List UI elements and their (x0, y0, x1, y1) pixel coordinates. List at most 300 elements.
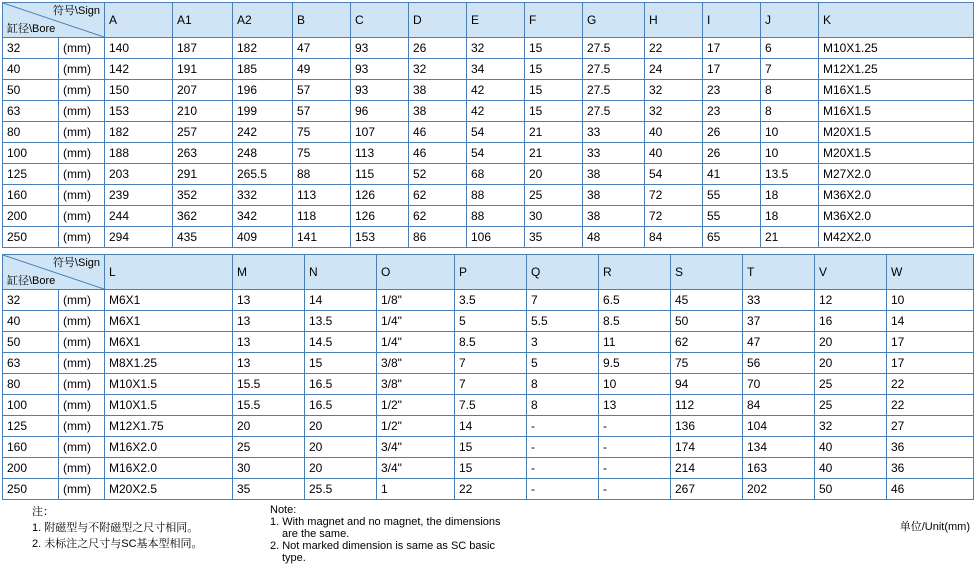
bore-value: 32 (3, 38, 59, 59)
bore-value: 100 (3, 395, 59, 416)
cell-P: 15 (455, 437, 527, 458)
unit-note: 单位/Unit(mm) (899, 521, 970, 533)
cell-T: 47 (743, 332, 815, 353)
cell-H: 24 (645, 59, 703, 80)
cell-L: M16X2.0 (105, 437, 233, 458)
cell-S: 75 (671, 353, 743, 374)
cell-R: 6.5 (599, 290, 671, 311)
cell-I: 55 (703, 206, 761, 227)
cell-K: M36X2.0 (819, 185, 974, 206)
cell-R: 8.5 (599, 311, 671, 332)
cell-G: 33 (583, 122, 645, 143)
cell-S: 136 (671, 416, 743, 437)
cell-I: 41 (703, 164, 761, 185)
cell-H: 40 (645, 143, 703, 164)
col-header-V: V (815, 255, 887, 290)
cell-C: 93 (351, 59, 409, 80)
cell-T: 70 (743, 374, 815, 395)
cell-D: 46 (409, 143, 467, 164)
col-header-J: J (761, 3, 819, 38)
cell-P: 22 (455, 479, 527, 500)
cell-R: - (599, 416, 671, 437)
cell-J: 8 (761, 101, 819, 122)
cell-Q: 8 (527, 374, 599, 395)
bore-value: 160 (3, 185, 59, 206)
unit-value: (mm) (59, 374, 105, 395)
cell-W: 27 (887, 416, 974, 437)
cell-A: 239 (105, 185, 173, 206)
cell-D: 26 (409, 38, 467, 59)
unit-value: (mm) (59, 143, 105, 164)
cell-M: 15.5 (233, 374, 305, 395)
cell-A2: 342 (233, 206, 293, 227)
cell-V: 25 (815, 395, 887, 416)
bore-label: 缸径\Bore (7, 275, 56, 287)
cell-F: 35 (525, 227, 583, 248)
cell-A2: 199 (233, 101, 293, 122)
cell-O: 3/8" (377, 353, 455, 374)
notes-english-line-2: 2. Not marked dimension is same as SC basic type. (270, 540, 495, 564)
cell-V: 16 (815, 311, 887, 332)
cell-K: M16X1.5 (819, 101, 974, 122)
col-header-K: K (819, 3, 974, 38)
cell-L: M16X2.0 (105, 458, 233, 479)
cell-I: 23 (703, 80, 761, 101)
cell-L: M12X1.75 (105, 416, 233, 437)
bore-value: 200 (3, 206, 59, 227)
bore-value: 80 (3, 374, 59, 395)
cell-W: 22 (887, 374, 974, 395)
cell-A2: 196 (233, 80, 293, 101)
bore-value: 125 (3, 164, 59, 185)
cell-E: 32 (467, 38, 525, 59)
sign-label: 符号\Sign (52, 5, 100, 17)
unit-value: (mm) (59, 38, 105, 59)
cell-M: 13 (233, 311, 305, 332)
cell-G: 27.5 (583, 101, 645, 122)
table-row (3, 437, 974, 458)
bore-value: 100 (3, 143, 59, 164)
cell-N: 13.5 (305, 311, 377, 332)
cell-E: 88 (467, 185, 525, 206)
cell-M: 25 (233, 437, 305, 458)
cell-J: 21 (761, 227, 819, 248)
table-row (3, 227, 974, 248)
cell-A1: 263 (173, 143, 233, 164)
cell-W: 22 (887, 395, 974, 416)
cell-A: 203 (105, 164, 173, 185)
col-header-F: F (525, 3, 583, 38)
cell-S: 50 (671, 311, 743, 332)
cell-T: 84 (743, 395, 815, 416)
cell-N: 14.5 (305, 332, 377, 353)
table-row (3, 332, 974, 353)
cell-M: 35 (233, 479, 305, 500)
cell-Q: 8 (527, 395, 599, 416)
sign-label: 符号\Sign (52, 257, 100, 269)
unit-value: (mm) (59, 311, 105, 332)
cell-W: 36 (887, 437, 974, 458)
cell-B: 113 (293, 185, 351, 206)
table-row (3, 290, 974, 311)
cell-O: 1/4" (377, 332, 455, 353)
footer-notes (2, 504, 974, 564)
cell-C: 115 (351, 164, 409, 185)
cell-J: 8 (761, 80, 819, 101)
cell-H: 54 (645, 164, 703, 185)
cell-A: 294 (105, 227, 173, 248)
cell-A1: 257 (173, 122, 233, 143)
cell-Q: - (527, 479, 599, 500)
cell-D: 86 (409, 227, 467, 248)
cell-C: 107 (351, 122, 409, 143)
cell-F: 30 (525, 206, 583, 227)
cell-O: 1/8" (377, 290, 455, 311)
cell-B: 57 (293, 80, 351, 101)
cell-V: 20 (815, 332, 887, 353)
cell-E: 54 (467, 143, 525, 164)
cell-O: 3/4" (377, 458, 455, 479)
table-row (3, 164, 974, 185)
unit-value: (mm) (59, 164, 105, 185)
unit-value: (mm) (59, 59, 105, 80)
cell-O: 1/2" (377, 395, 455, 416)
cell-Q: - (527, 458, 599, 479)
table-row (3, 479, 974, 500)
cell-C: 96 (351, 101, 409, 122)
cell-R: - (599, 479, 671, 500)
cell-A: 142 (105, 59, 173, 80)
cell-B: 88 (293, 164, 351, 185)
cell-N: 16.5 (305, 395, 377, 416)
cell-K: M10X1.25 (819, 38, 974, 59)
cell-K: M16X1.5 (819, 80, 974, 101)
dimension-table-1 (2, 2, 974, 248)
cell-G: 27.5 (583, 38, 645, 59)
cell-R: 9.5 (599, 353, 671, 374)
cell-I: 26 (703, 143, 761, 164)
cell-K: M20X1.5 (819, 143, 974, 164)
unit-value: (mm) (59, 122, 105, 143)
bore-value: 250 (3, 227, 59, 248)
cell-B: 75 (293, 122, 351, 143)
cell-D: 62 (409, 206, 467, 227)
cell-V: 20 (815, 353, 887, 374)
cell-A1: 207 (173, 80, 233, 101)
bore-value: 40 (3, 59, 59, 80)
cell-R: 11 (599, 332, 671, 353)
cell-C: 93 (351, 80, 409, 101)
cell-W: 17 (887, 353, 974, 374)
cell-B: 57 (293, 101, 351, 122)
cell-E: 54 (467, 122, 525, 143)
cell-H: 40 (645, 122, 703, 143)
cell-Q: 5 (527, 353, 599, 374)
cell-T: 56 (743, 353, 815, 374)
unit-value: (mm) (59, 101, 105, 122)
cell-L: M6X1 (105, 311, 233, 332)
cell-E: 106 (467, 227, 525, 248)
cell-A1: 291 (173, 164, 233, 185)
cell-D: 52 (409, 164, 467, 185)
cell-S: 267 (671, 479, 743, 500)
cell-J: 13.5 (761, 164, 819, 185)
cell-A: 188 (105, 143, 173, 164)
cell-J: 6 (761, 38, 819, 59)
cell-G: 33 (583, 143, 645, 164)
unit-value: (mm) (59, 185, 105, 206)
cell-W: 17 (887, 332, 974, 353)
cell-G: 38 (583, 185, 645, 206)
unit-value: (mm) (59, 227, 105, 248)
cell-L: M8X1.25 (105, 353, 233, 374)
cell-S: 174 (671, 437, 743, 458)
notes-english-title: Note: (270, 504, 297, 516)
bore-value: 63 (3, 101, 59, 122)
unit-value: (mm) (59, 206, 105, 227)
cell-W: 14 (887, 311, 974, 332)
col-header-T: T (743, 255, 815, 290)
unit-value: (mm) (59, 437, 105, 458)
col-header-R: R (599, 255, 671, 290)
notes-english (270, 504, 510, 564)
cell-S: 62 (671, 332, 743, 353)
cell-J: 18 (761, 206, 819, 227)
cell-N: 14 (305, 290, 377, 311)
cell-M: 30 (233, 458, 305, 479)
cell-J: 10 (761, 143, 819, 164)
cell-B: 141 (293, 227, 351, 248)
cell-G: 48 (583, 227, 645, 248)
table-row (3, 101, 974, 122)
cell-L: M10X1.5 (105, 374, 233, 395)
cell-A2: 332 (233, 185, 293, 206)
bore-value: 63 (3, 353, 59, 374)
cell-A1: 435 (173, 227, 233, 248)
cell-E: 42 (467, 80, 525, 101)
cell-P: 5 (455, 311, 527, 332)
cell-P: 14 (455, 416, 527, 437)
cell-L: M20X2.5 (105, 479, 233, 500)
cell-W: 10 (887, 290, 974, 311)
col-header-S: S (671, 255, 743, 290)
table-2-body (3, 290, 974, 500)
notes-chinese-line-1: 1. 附磁型与不附磁型之尺寸相同。 (32, 522, 199, 534)
cell-B: 118 (293, 206, 351, 227)
col-header-H: H (645, 3, 703, 38)
cell-J: 7 (761, 59, 819, 80)
cell-P: 15 (455, 458, 527, 479)
cell-A1: 191 (173, 59, 233, 80)
col-header-G: G (583, 3, 645, 38)
col-header-L: L (105, 255, 233, 290)
cell-K: M12X1.25 (819, 59, 974, 80)
cell-H: 32 (645, 80, 703, 101)
col-header-P: P (455, 255, 527, 290)
table-row (3, 206, 974, 227)
table-row (3, 59, 974, 80)
cell-A1: 362 (173, 206, 233, 227)
col-header-C: C (351, 3, 409, 38)
cell-J: 10 (761, 122, 819, 143)
cell-H: 22 (645, 38, 703, 59)
cell-S: 45 (671, 290, 743, 311)
cell-Q: 5.5 (527, 311, 599, 332)
cell-N: 20 (305, 416, 377, 437)
cell-I: 26 (703, 122, 761, 143)
col-header-I: I (703, 3, 761, 38)
bore-value: 125 (3, 416, 59, 437)
cell-Q: 3 (527, 332, 599, 353)
dimension-table-2 (2, 254, 974, 500)
corner-header-cell (3, 255, 105, 290)
cell-N: 25.5 (305, 479, 377, 500)
cell-A: 150 (105, 80, 173, 101)
cell-M: 15.5 (233, 395, 305, 416)
cell-A: 140 (105, 38, 173, 59)
cell-B: 49 (293, 59, 351, 80)
cell-O: 1/2" (377, 416, 455, 437)
cell-T: 134 (743, 437, 815, 458)
cell-F: 15 (525, 101, 583, 122)
cell-F: 25 (525, 185, 583, 206)
cell-F: 21 (525, 122, 583, 143)
cell-A1: 352 (173, 185, 233, 206)
notes-chinese (32, 504, 203, 552)
col-header-A1: A1 (173, 3, 233, 38)
table-row (3, 374, 974, 395)
notes-chinese-title: 注： (32, 506, 54, 518)
table-row (3, 353, 974, 374)
cell-M: 20 (233, 416, 305, 437)
cell-F: 15 (525, 59, 583, 80)
col-header-N: N (305, 255, 377, 290)
cell-A2: 182 (233, 38, 293, 59)
cell-Q: - (527, 437, 599, 458)
cell-S: 214 (671, 458, 743, 479)
cell-C: 113 (351, 143, 409, 164)
cell-W: 46 (887, 479, 974, 500)
cell-A: 153 (105, 101, 173, 122)
cell-P: 3.5 (455, 290, 527, 311)
cell-P: 8.5 (455, 332, 527, 353)
cell-L: M6X1 (105, 332, 233, 353)
cell-H: 72 (645, 185, 703, 206)
cell-N: 20 (305, 437, 377, 458)
table-1-header (3, 3, 974, 38)
cell-G: 38 (583, 164, 645, 185)
cell-R: - (599, 458, 671, 479)
cell-T: 37 (743, 311, 815, 332)
cell-M: 13 (233, 290, 305, 311)
cell-T: 104 (743, 416, 815, 437)
cell-J: 18 (761, 185, 819, 206)
col-header-O: O (377, 255, 455, 290)
cell-A: 182 (105, 122, 173, 143)
corner-header-cell (3, 3, 105, 38)
cell-S: 94 (671, 374, 743, 395)
cell-T: 33 (743, 290, 815, 311)
cell-P: 7 (455, 353, 527, 374)
col-header-A: A (105, 3, 173, 38)
cell-A2: 265.5 (233, 164, 293, 185)
col-header-M: M (233, 255, 305, 290)
cell-R: - (599, 437, 671, 458)
unit-value: (mm) (59, 479, 105, 500)
cell-F: 15 (525, 80, 583, 101)
cell-V: 40 (815, 458, 887, 479)
cell-V: 32 (815, 416, 887, 437)
bore-value: 50 (3, 332, 59, 353)
cell-C: 153 (351, 227, 409, 248)
cell-G: 27.5 (583, 80, 645, 101)
cell-V: 40 (815, 437, 887, 458)
cell-E: 42 (467, 101, 525, 122)
table-1-body (3, 38, 974, 248)
table-row (3, 311, 974, 332)
table-row (3, 122, 974, 143)
table-row (3, 80, 974, 101)
table-row (3, 458, 974, 479)
cell-W: 36 (887, 458, 974, 479)
unit-value: (mm) (59, 353, 105, 374)
cell-A2: 409 (233, 227, 293, 248)
cell-C: 126 (351, 185, 409, 206)
cell-K: M20X1.5 (819, 122, 974, 143)
cell-V: 12 (815, 290, 887, 311)
cell-E: 68 (467, 164, 525, 185)
cell-D: 38 (409, 101, 467, 122)
cell-E: 88 (467, 206, 525, 227)
cell-L: M10X1.5 (105, 395, 233, 416)
cell-V: 50 (815, 479, 887, 500)
cell-A2: 248 (233, 143, 293, 164)
unit-value: (mm) (59, 332, 105, 353)
cell-N: 20 (305, 458, 377, 479)
col-header-E: E (467, 3, 525, 38)
cell-O: 1 (377, 479, 455, 500)
cell-D: 32 (409, 59, 467, 80)
bore-value: 160 (3, 437, 59, 458)
cell-F: 21 (525, 143, 583, 164)
bore-value: 200 (3, 458, 59, 479)
cell-K: M36X2.0 (819, 206, 974, 227)
cell-N: 15 (305, 353, 377, 374)
col-header-B: B (293, 3, 351, 38)
col-header-A2: A2 (233, 3, 293, 38)
cell-K: M42X2.0 (819, 227, 974, 248)
cell-F: 15 (525, 38, 583, 59)
unit-value: (mm) (59, 416, 105, 437)
cell-S: 112 (671, 395, 743, 416)
table-row (3, 395, 974, 416)
col-header-D: D (409, 3, 467, 38)
cell-L: M6X1 (105, 290, 233, 311)
col-header-Q: Q (527, 255, 599, 290)
bore-value: 32 (3, 290, 59, 311)
cell-I: 55 (703, 185, 761, 206)
cell-H: 32 (645, 101, 703, 122)
bore-value: 80 (3, 122, 59, 143)
cell-V: 25 (815, 374, 887, 395)
cell-R: 10 (599, 374, 671, 395)
unit-value: (mm) (59, 458, 105, 479)
cell-O: 1/4" (377, 311, 455, 332)
cell-E: 34 (467, 59, 525, 80)
cell-I: 65 (703, 227, 761, 248)
cell-A2: 185 (233, 59, 293, 80)
notes-english-line-1: 1. With magnet and no magnet, the dimensions are the same. (270, 516, 501, 540)
